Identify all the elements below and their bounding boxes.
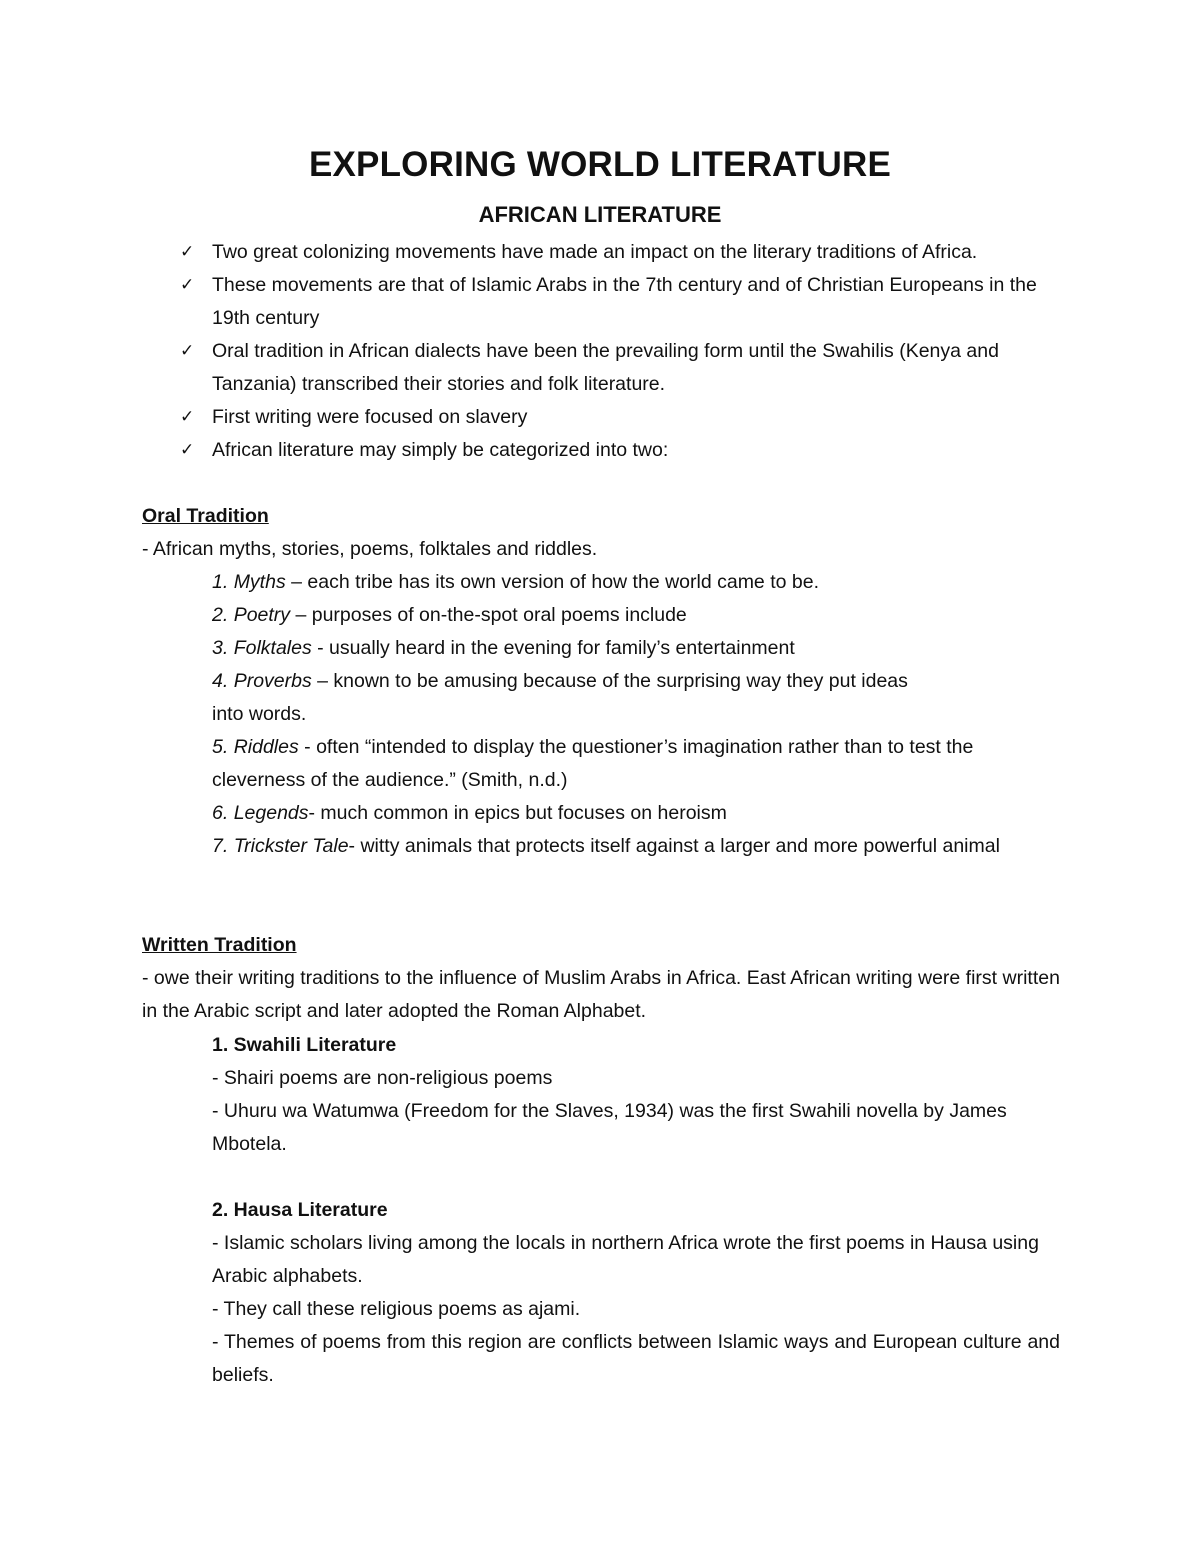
check-mark-icon: ✓ bbox=[180, 275, 195, 295]
oral-item-legends: 6. Legends- much common in epics but focuses on heroism bbox=[212, 802, 727, 824]
oral-tradition-intro: - African myths, stories, poems, folktales and riddles. bbox=[142, 538, 598, 560]
term: Legends bbox=[233, 802, 309, 824]
check-mark-icon: ✓ bbox=[180, 242, 195, 262]
list-item: ✓ These movements are that of Islamic Arabs in the 7th century and of Christian Europeans in the 19th century bbox=[180, 269, 1060, 335]
hausa-line: - Islamic scholars living among the locals in northern Africa wrote the first poems in Hausa using Arabic alphabets. bbox=[212, 1232, 1039, 1287]
hausa-line: - They call these religious poems as ajami. bbox=[212, 1298, 581, 1320]
oral-tradition-heading: Oral Tradition bbox=[142, 505, 269, 527]
term: Proverbs bbox=[233, 670, 312, 692]
oral-item-proverbs: 4. Proverbs – known to be amusing because of the surprising way they put ideas into words. bbox=[212, 670, 908, 725]
list-item: ✓ Oral tradition in African dialects have been the prevailing form until the Swahilis (Kenya and Tanzania) transcribed their stories and folk literature. bbox=[180, 335, 1060, 401]
hausa-literature-heading: 2. Hausa Literature bbox=[212, 1199, 388, 1221]
written-tradition-heading: Written Tradition bbox=[142, 934, 297, 956]
section-title: AFRICAN LITERATURE bbox=[478, 202, 722, 227]
swahili-line: - Shairi poems are non-religious poems bbox=[212, 1067, 553, 1089]
page-title: EXPLORING WORLD LITERATURE bbox=[308, 145, 892, 184]
term: Folktales bbox=[233, 637, 312, 659]
term: Poetry bbox=[233, 604, 291, 626]
check-mark-icon: ✓ bbox=[180, 341, 195, 361]
list-item: ✓ Two great colonizing movements have made an impact on the literary traditions of Africa. bbox=[180, 236, 1060, 269]
check-mark-icon: ✓ bbox=[180, 407, 195, 427]
oral-item-myths: 1. Myths – each tribe has its own version of how the world came to be. bbox=[212, 571, 819, 593]
list-item: ✓ First writing were focused on slavery bbox=[180, 401, 1060, 434]
written-tradition-intro: - owe their writing traditions to the influence of Muslim Arabs in Africa. East African writing were first written in the Arabic script and later adopted the Roman Alphabet. bbox=[142, 967, 1060, 1022]
swahili-line: - Uhuru wa Watumwa (Freedom for the Slaves, 1934) was the first Swahili novella by James Mbotela. bbox=[212, 1100, 1007, 1155]
oral-item-riddles: 5. Riddles - often “intended to display the questioner’s imagination rather than to test the cleverness of the audience.” (Smith, n.d.) bbox=[212, 736, 974, 791]
hausa-line: - Themes of poems from this region are conflicts between Islamic ways and European culture and beliefs. bbox=[212, 1331, 1060, 1386]
oral-item-trickster-tale: 7. Trickster Tale- witty animals that protects itself against a larger and more powerful animal bbox=[212, 835, 1000, 857]
swahili-literature-heading: 1. Swahili Literature bbox=[212, 1034, 397, 1056]
term: Riddles bbox=[233, 736, 299, 758]
intro-bullet-list bbox=[180, 236, 1060, 467]
check-mark-icon: ✓ bbox=[180, 440, 195, 460]
oral-item-folktales: 3. Folktales - usually heard in the evening for family’s entertainment bbox=[212, 637, 795, 659]
list-item: ✓ African literature may simply be categorized into two: bbox=[180, 434, 1060, 467]
term: Myths bbox=[233, 571, 286, 593]
oral-item-poetry: 2. Poetry – purposes of on-the-spot oral poems include bbox=[212, 604, 687, 626]
term: Trickster Tale bbox=[233, 835, 349, 857]
